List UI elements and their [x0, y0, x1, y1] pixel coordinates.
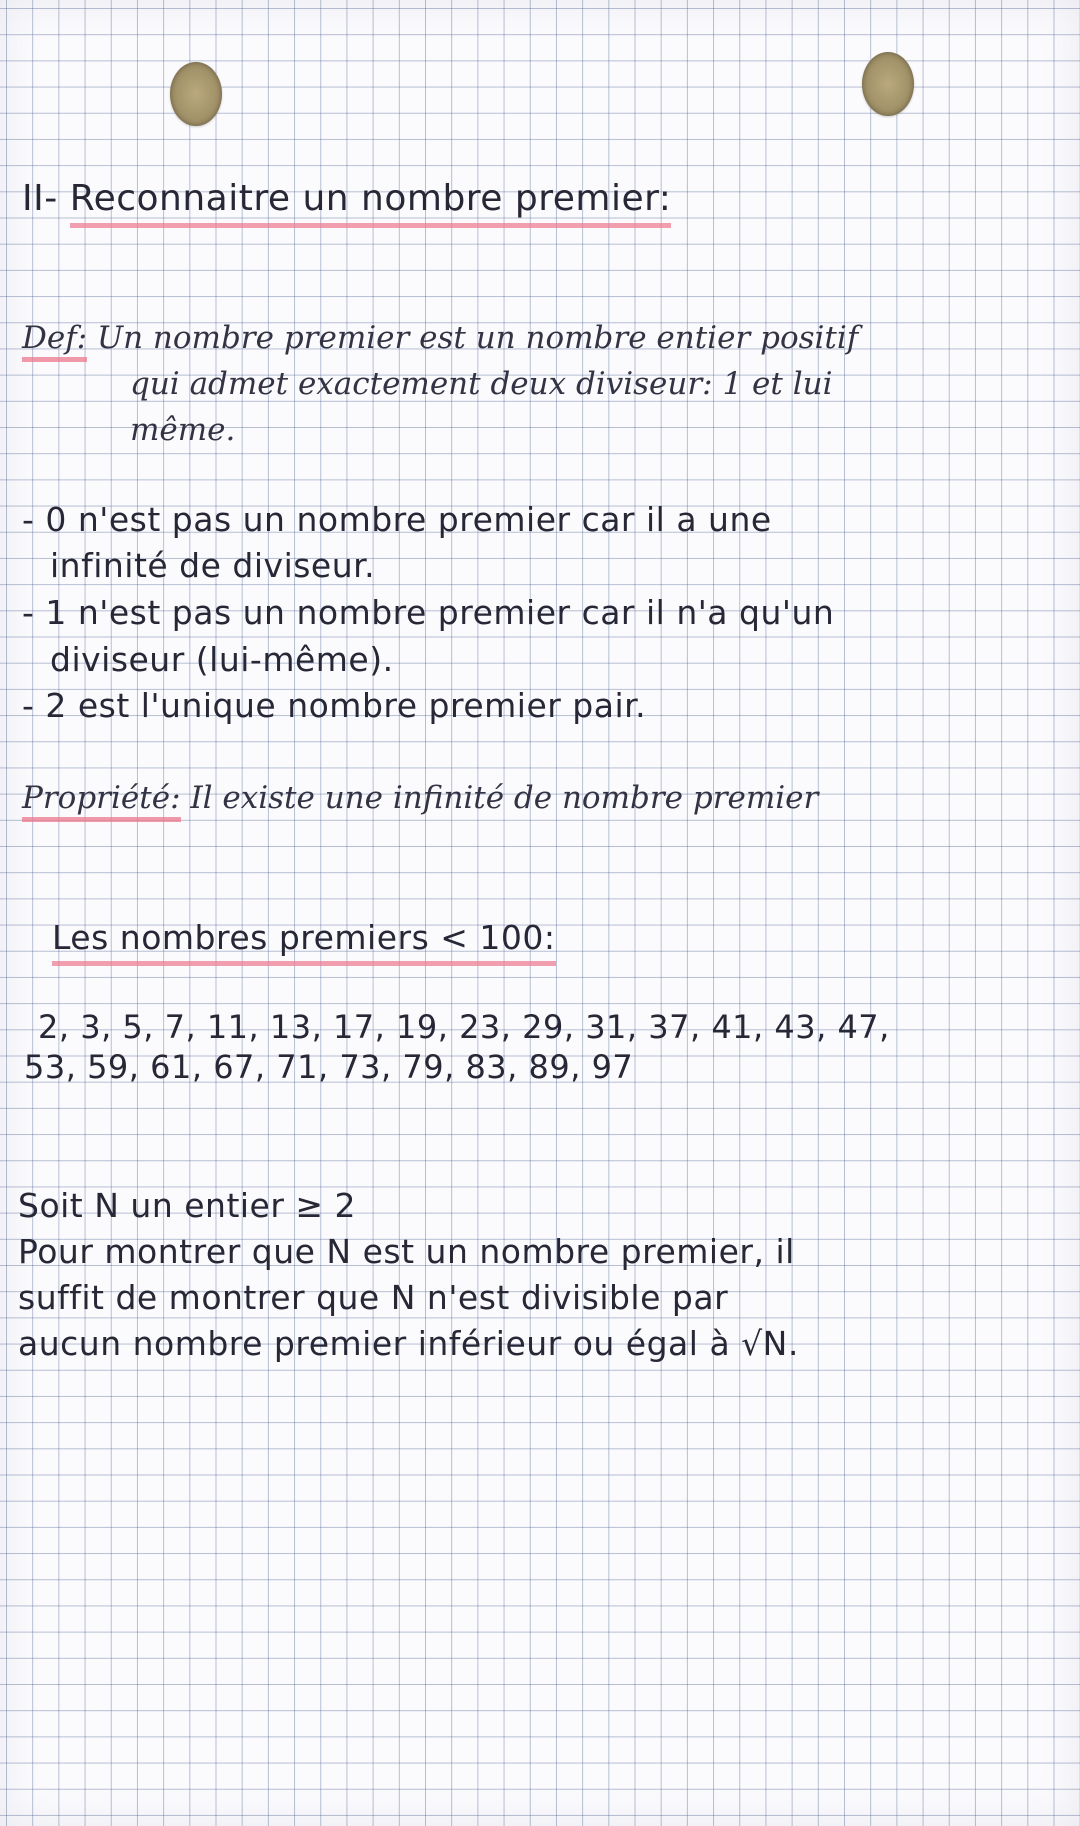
heading-number: II- — [22, 178, 58, 219]
definition-line-2: qui admet exactement deux diviseur: 1 et lui — [130, 366, 833, 402]
method-line-3: suffit de montrer que N n'est divisible par — [18, 1278, 729, 1317]
property-label: Propriété: — [22, 780, 181, 822]
primes-list-line-1: 2, 3, 5, 7, 11, 13, 17, 19, 23, 29, 31, 37, 41, 43, 47, — [38, 1008, 890, 1046]
definition-text-1: Un nombre premier est un nombre entier positif — [96, 320, 859, 356]
primes-title-text: Les nombres premiers < 100: — [52, 918, 556, 966]
primes-list-line-2: 53, 59, 61, 67, 71, 73, 79, 83, 89, 97 — [24, 1048, 634, 1086]
method-line-4: aucun nombre premier inférieur ou égal à √N. — [18, 1324, 799, 1363]
method-line-2: Pour montrer que N est un nombre premier, il — [18, 1232, 795, 1271]
primes-title — [52, 918, 556, 957]
definition-line-1 — [22, 320, 858, 362]
remark-zero-line-2: infinité de diviseur. — [50, 546, 376, 585]
remark-one-line-2: diviseur (lui-même). — [50, 640, 394, 679]
method-line-1: Soit N un entier ≥ 2 — [18, 1186, 357, 1225]
binder-hole-left — [170, 62, 222, 126]
property-text: Il existe une infinité de nombre premier — [190, 780, 819, 816]
remark-zero-line-1: - 0 n'est pas un nombre premier car il a une — [22, 500, 772, 539]
property-line — [22, 780, 818, 822]
section-heading — [22, 178, 671, 219]
definition-label: Def: — [22, 320, 87, 362]
remark-two: - 2 est l'unique nombre premier pair. — [22, 686, 647, 725]
heading-title: Reconnaitre un nombre premier: — [70, 178, 672, 228]
binder-hole-right — [862, 52, 914, 116]
remark-one-line-1: - 1 n'est pas un nombre premier car il n'a qu'un — [22, 593, 835, 632]
definition-line-3: même. — [130, 412, 236, 448]
